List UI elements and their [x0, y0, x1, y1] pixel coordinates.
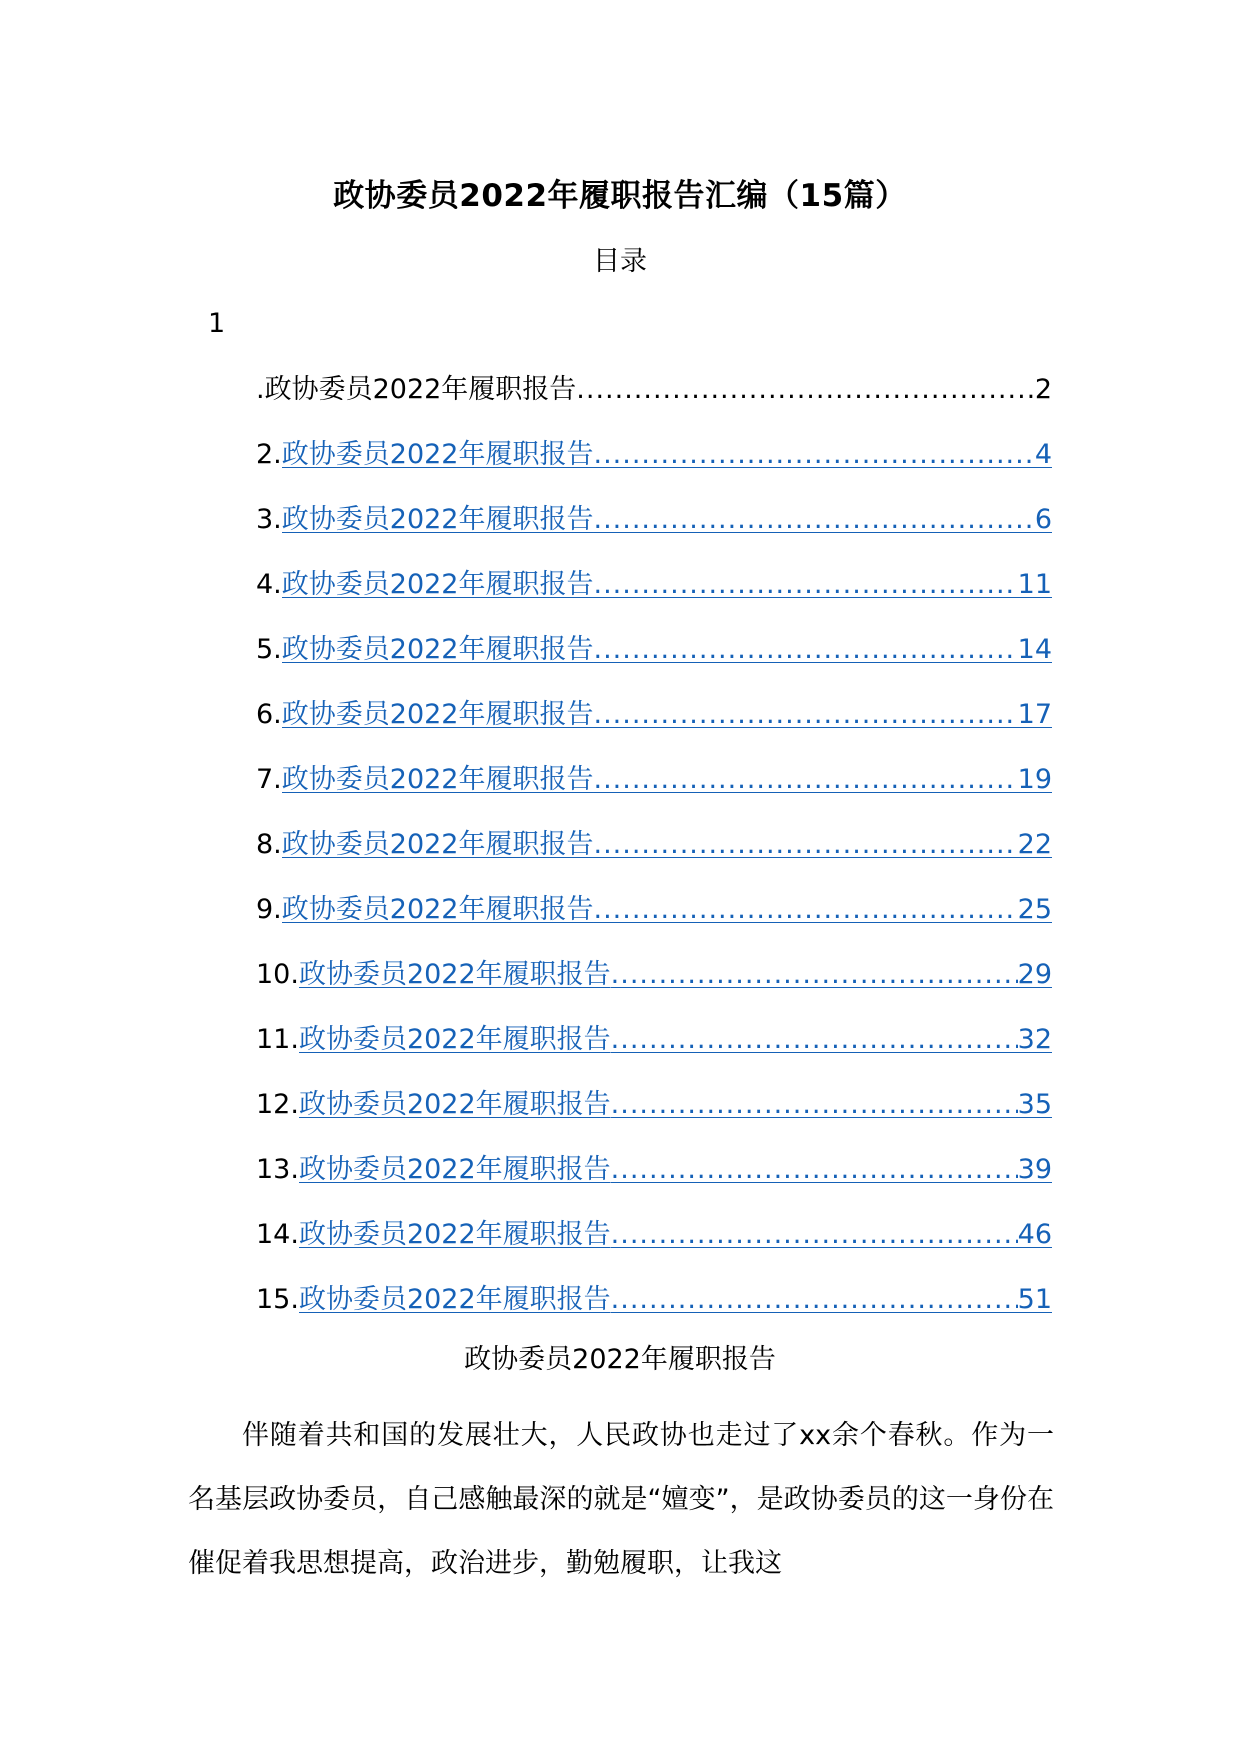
toc-entry-link[interactable]: [282, 437, 1052, 473]
document-title: 政协委员2022年履职报告汇编（15篇）: [333, 178, 907, 214]
toc-entry[interactable]: [256, 1087, 1052, 1152]
toc-entry[interactable]: [256, 892, 1052, 957]
toc-entry-link[interactable]: [299, 1217, 1052, 1253]
toc-entry: [256, 372, 1052, 437]
toc-entry-title: 政协委员2022年履职报告: [298, 1284, 611, 1315]
toc-entry-link[interactable]: [282, 892, 1052, 928]
toc-entry-title: 政协委员2022年履职报告: [281, 439, 594, 470]
toc-entry-title: 政协委员2022年履职报告: [281, 634, 594, 665]
toc-entry-title: 政协委员2022年履职报告: [281, 504, 594, 535]
body-paragraph: 伴随着共和国的发展壮大，人民政协也走过了xx余个春秋。作为一名基层政协委员，自己感触最深的就是“嬗变”，是政协委员的这一身份在催促着我思想提高，政治进步，勤勉履职，让我这: [188, 1420, 1054, 1579]
toc-entry-page-number: 19: [1017, 764, 1052, 795]
toc-leader-dots: [611, 1022, 1018, 1058]
toc-entry-number: 2.: [256, 439, 282, 470]
toc-entry-page-number: 14: [1017, 634, 1052, 665]
toc-entry-number: 10.: [256, 959, 299, 990]
toc-entry-link[interactable]: [299, 1152, 1052, 1188]
toc-entry-title: 政协委员2022年履职报告: [281, 894, 594, 925]
toc-entry-page-number: 25: [1017, 894, 1052, 925]
toc-entry-link[interactable]: [282, 632, 1052, 668]
toc-entry[interactable]: [256, 957, 1052, 1022]
toc-entry-title: 政协委员2022年履职报告: [298, 959, 611, 990]
toc-entry-number: 5.: [256, 634, 282, 665]
toc-entry-number: 11.: [256, 1024, 299, 1055]
toc-entry[interactable]: [256, 1282, 1052, 1347]
toc-entry-page-number: 2: [1034, 374, 1052, 405]
toc-heading: 目录: [593, 246, 647, 277]
toc-entry-title: 政协委员2022年履职报告: [281, 829, 594, 860]
toc-entry-number: 9.: [256, 894, 282, 925]
toc-entry-number: 8.: [256, 829, 282, 860]
toc-leader-dots: [611, 1217, 1018, 1253]
toc-leader-dots: [611, 1282, 1018, 1318]
toc-entry[interactable]: [256, 502, 1052, 567]
toc-entry-page-number: 22: [1017, 829, 1052, 860]
toc-entry-title: .政协委员2022年履职报告: [256, 374, 577, 405]
toc-entry-page-number: 35: [1017, 1089, 1052, 1120]
toc-entry-link[interactable]: [282, 567, 1052, 603]
toc-entry-number: 15.: [256, 1284, 299, 1315]
toc-entry-title: 政协委员2022年履职报告: [281, 764, 594, 795]
toc-entry[interactable]: [256, 437, 1052, 502]
toc-entry-page-number: 6: [1034, 504, 1052, 535]
toc-leader-dots: [611, 1152, 1018, 1188]
toc-entry-page-number: 17: [1017, 699, 1052, 730]
toc-entry-page-number: 11: [1017, 569, 1052, 600]
toc-entry-link[interactable]: [282, 697, 1052, 733]
toc-leader-dots: [593, 762, 1017, 798]
toc-leader-dots: [611, 1087, 1018, 1123]
toc-leader-dots: [593, 827, 1017, 863]
toc-entry[interactable]: [256, 697, 1052, 762]
toc-entry-label: [256, 372, 1052, 408]
toc-entry-page-number: 29: [1017, 959, 1052, 990]
toc-entry-number: 3.: [256, 504, 282, 535]
toc-entry-title: 政协委员2022年履职报告: [298, 1024, 611, 1055]
toc-entry-number: 4.: [256, 569, 282, 600]
toc-entry-title: 政协委员2022年履职报告: [281, 569, 594, 600]
toc-entry[interactable]: [256, 1022, 1052, 1087]
toc-entry-number: 6.: [256, 699, 282, 730]
toc-entry-number: 7.: [256, 764, 282, 795]
toc-entry[interactable]: [256, 567, 1052, 632]
toc-leader-dots: [593, 697, 1017, 733]
toc-leader-dots: [611, 957, 1018, 993]
report-title: 政协委员2022年履职报告: [464, 1344, 776, 1375]
toc-entry-title: 政协委员2022年履职报告: [281, 699, 594, 730]
toc-entry-number: 14.: [256, 1219, 299, 1250]
toc-entry-link[interactable]: [299, 1022, 1052, 1058]
toc-entry-page-number: 46: [1017, 1219, 1052, 1250]
toc-entry-page-number: 4: [1034, 439, 1052, 470]
toc-entry-number: 13.: [256, 1154, 299, 1185]
toc-leader-dots: [593, 892, 1017, 928]
toc-entry[interactable]: [256, 1217, 1052, 1282]
toc-entry[interactable]: [256, 632, 1052, 697]
toc-leader-dots: [593, 502, 1034, 538]
toc-entry-link[interactable]: [299, 957, 1052, 993]
toc-entry-title: 政协委员2022年履职报告: [298, 1089, 611, 1120]
toc-entry-page-number: 39: [1017, 1154, 1052, 1185]
toc-entry[interactable]: [256, 762, 1052, 827]
toc-leader-dots: [593, 632, 1017, 668]
toc-index-number: 1: [208, 308, 226, 339]
toc-leader-dots: [593, 567, 1017, 603]
toc-entry-link[interactable]: [299, 1282, 1052, 1318]
toc-entry-title: 政协委员2022年履职报告: [298, 1219, 611, 1250]
toc-entry-link[interactable]: [299, 1087, 1052, 1123]
toc-entry-link[interactable]: [282, 502, 1052, 538]
toc-entry-link[interactable]: [282, 827, 1052, 863]
toc-entry-page-number: 32: [1017, 1024, 1052, 1055]
toc-entry-number: 12.: [256, 1089, 299, 1120]
toc-entry[interactable]: [256, 1152, 1052, 1217]
toc-leader-dots: [576, 372, 1035, 408]
toc-entry-title: 政协委员2022年履职报告: [298, 1154, 611, 1185]
toc-entry[interactable]: [256, 827, 1052, 892]
toc-entry-page-number: 51: [1017, 1284, 1052, 1315]
toc-entry-link[interactable]: [282, 762, 1052, 798]
toc-leader-dots: [593, 437, 1034, 473]
table-of-contents: [256, 372, 1052, 1347]
